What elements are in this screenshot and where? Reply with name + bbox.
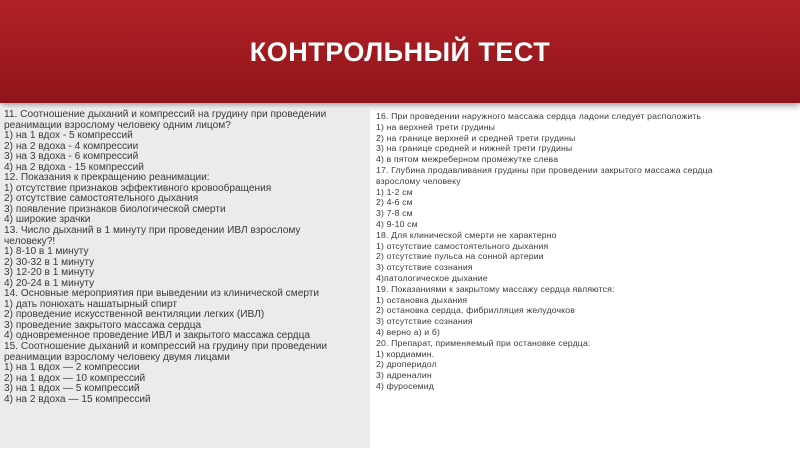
text-line: 4) на 2 вдоха — 15 компрессий bbox=[4, 393, 151, 405]
text-line: 2) отсутствие пульса на сонной артерии bbox=[376, 251, 544, 262]
text-line: 1) дать понюхать нашатырный спирт bbox=[4, 298, 178, 310]
text-line: 2) остановка сердца, фибрилляция желудочков bbox=[376, 305, 575, 316]
text-line: 15. Соотношение дыханий и компрессий на грудину при проведении bbox=[4, 341, 328, 353]
text-line: 1) остановка дыхания bbox=[376, 294, 468, 305]
text-line: 2) 30-32 в 1 минуту bbox=[4, 256, 95, 268]
text-line: 4) одновременное проведение ИВЛ и закрытого массажа сердца bbox=[4, 330, 311, 342]
text-line: 3) на границе средней и нижней трети грудины bbox=[376, 143, 573, 154]
text-line: 3) проведение закрытого массажа сердца bbox=[4, 319, 202, 331]
text-line: 2) на границе верхней и средней трети грудины bbox=[376, 132, 576, 143]
text-line: человеку?! bbox=[4, 235, 56, 247]
text-line: реанимации взрослому человеку одним лицом? bbox=[4, 119, 231, 131]
text-line: 4) фуросемид bbox=[376, 380, 434, 391]
text-line: 4)патологическое дыхание bbox=[376, 272, 488, 283]
text-line: 3) 7-8 см bbox=[376, 208, 413, 219]
text-line: 2) дроперидол bbox=[376, 359, 437, 370]
text-line: 2) 4-6 см bbox=[376, 197, 413, 208]
text-line: 2) проведение искусственной вентиляции легких (ИВЛ) bbox=[4, 309, 265, 321]
text-line: 1) кордиамин. bbox=[376, 348, 435, 359]
text-line: 3) 12-20 в 1 минуту bbox=[4, 267, 95, 279]
right-question-list bbox=[376, 111, 796, 392]
text-line: 19. Показаниями к закрытому массажу сердца являются: bbox=[376, 283, 615, 294]
text-line: 3) на 3 вдоха - 6 компрессий bbox=[4, 151, 139, 163]
text-line: 11. Соотношение дыханий и компрессий на грудину при проведении bbox=[4, 109, 327, 120]
text-line: 16. При проведении наружного массажа сердца ладони следует расположить bbox=[376, 111, 702, 121]
text-line: взрослому человеку bbox=[376, 175, 461, 186]
text-line: 2) на 2 вдоха - 4 компрессии bbox=[4, 140, 139, 152]
text-line: 1) отсутствие самостоятельного дыхания bbox=[376, 240, 549, 251]
text-line: реанимации взрослому человеку двумя лицами bbox=[4, 351, 230, 363]
text-line: 13. Число дыханий в 1 минуту при проведении ИВЛ взрослому bbox=[4, 225, 301, 237]
text-line: 20. Препарат, применяемый при остановке сердца: bbox=[376, 337, 591, 348]
text-line: 3) на 1 вдох — 5 компрессий bbox=[4, 383, 140, 395]
text-line: 12. Показания к прекращению реанимации: bbox=[4, 172, 210, 184]
text-line: 4) на 2 вдоха - 15 компрессий bbox=[4, 161, 144, 173]
text-line: 4) в пятом межреберном промежутке слева bbox=[376, 154, 559, 165]
title-banner bbox=[0, 0, 800, 103]
text-line: 14. Основные мероприятия при выведении из клинической смерти bbox=[4, 288, 320, 300]
text-line: 3) появление признаков биологической смерти bbox=[4, 203, 226, 215]
text-line: 3) отсутствие сознания bbox=[376, 262, 473, 273]
text-line: 4) широкие зрачки bbox=[4, 214, 91, 226]
text-line: 2) отсутствие самостоятельного дыхания bbox=[4, 193, 199, 205]
text-line: 3) адреналин bbox=[376, 370, 432, 381]
text-line: 1) отсутствие признаков эффективного кровообращения bbox=[4, 182, 272, 194]
text-line: 4) верно а) и б) bbox=[376, 326, 441, 337]
text-line: 18. Для клинической смерти не характерно bbox=[376, 229, 557, 240]
left-question-list bbox=[4, 110, 366, 405]
text-line: 1) на 1 вдох — 2 компрессии bbox=[4, 362, 140, 374]
text-line: 3) отсутствие сознания bbox=[376, 316, 473, 327]
text-line: 1) 8-10 в 1 минуту bbox=[4, 246, 89, 258]
page-title: КОНТРОЛЬНЫЙ ТЕСТ bbox=[249, 37, 551, 67]
text-line: 1) на 1 вдох - 5 компрессий bbox=[4, 130, 133, 142]
text-line: 4) 20-24 в 1 минуту bbox=[4, 277, 95, 289]
text-line: 4) 9-10 см bbox=[376, 218, 418, 229]
text-line: 17. Глубина продавливания грудины при проведении закрытого массажа сердца bbox=[376, 164, 713, 175]
text-line: 1) 1-2 см bbox=[376, 186, 413, 197]
text-line: 1) на верхней трети грудины bbox=[376, 121, 496, 132]
text-line: 2) на 1 вдох — 10 компрессий bbox=[4, 372, 146, 384]
